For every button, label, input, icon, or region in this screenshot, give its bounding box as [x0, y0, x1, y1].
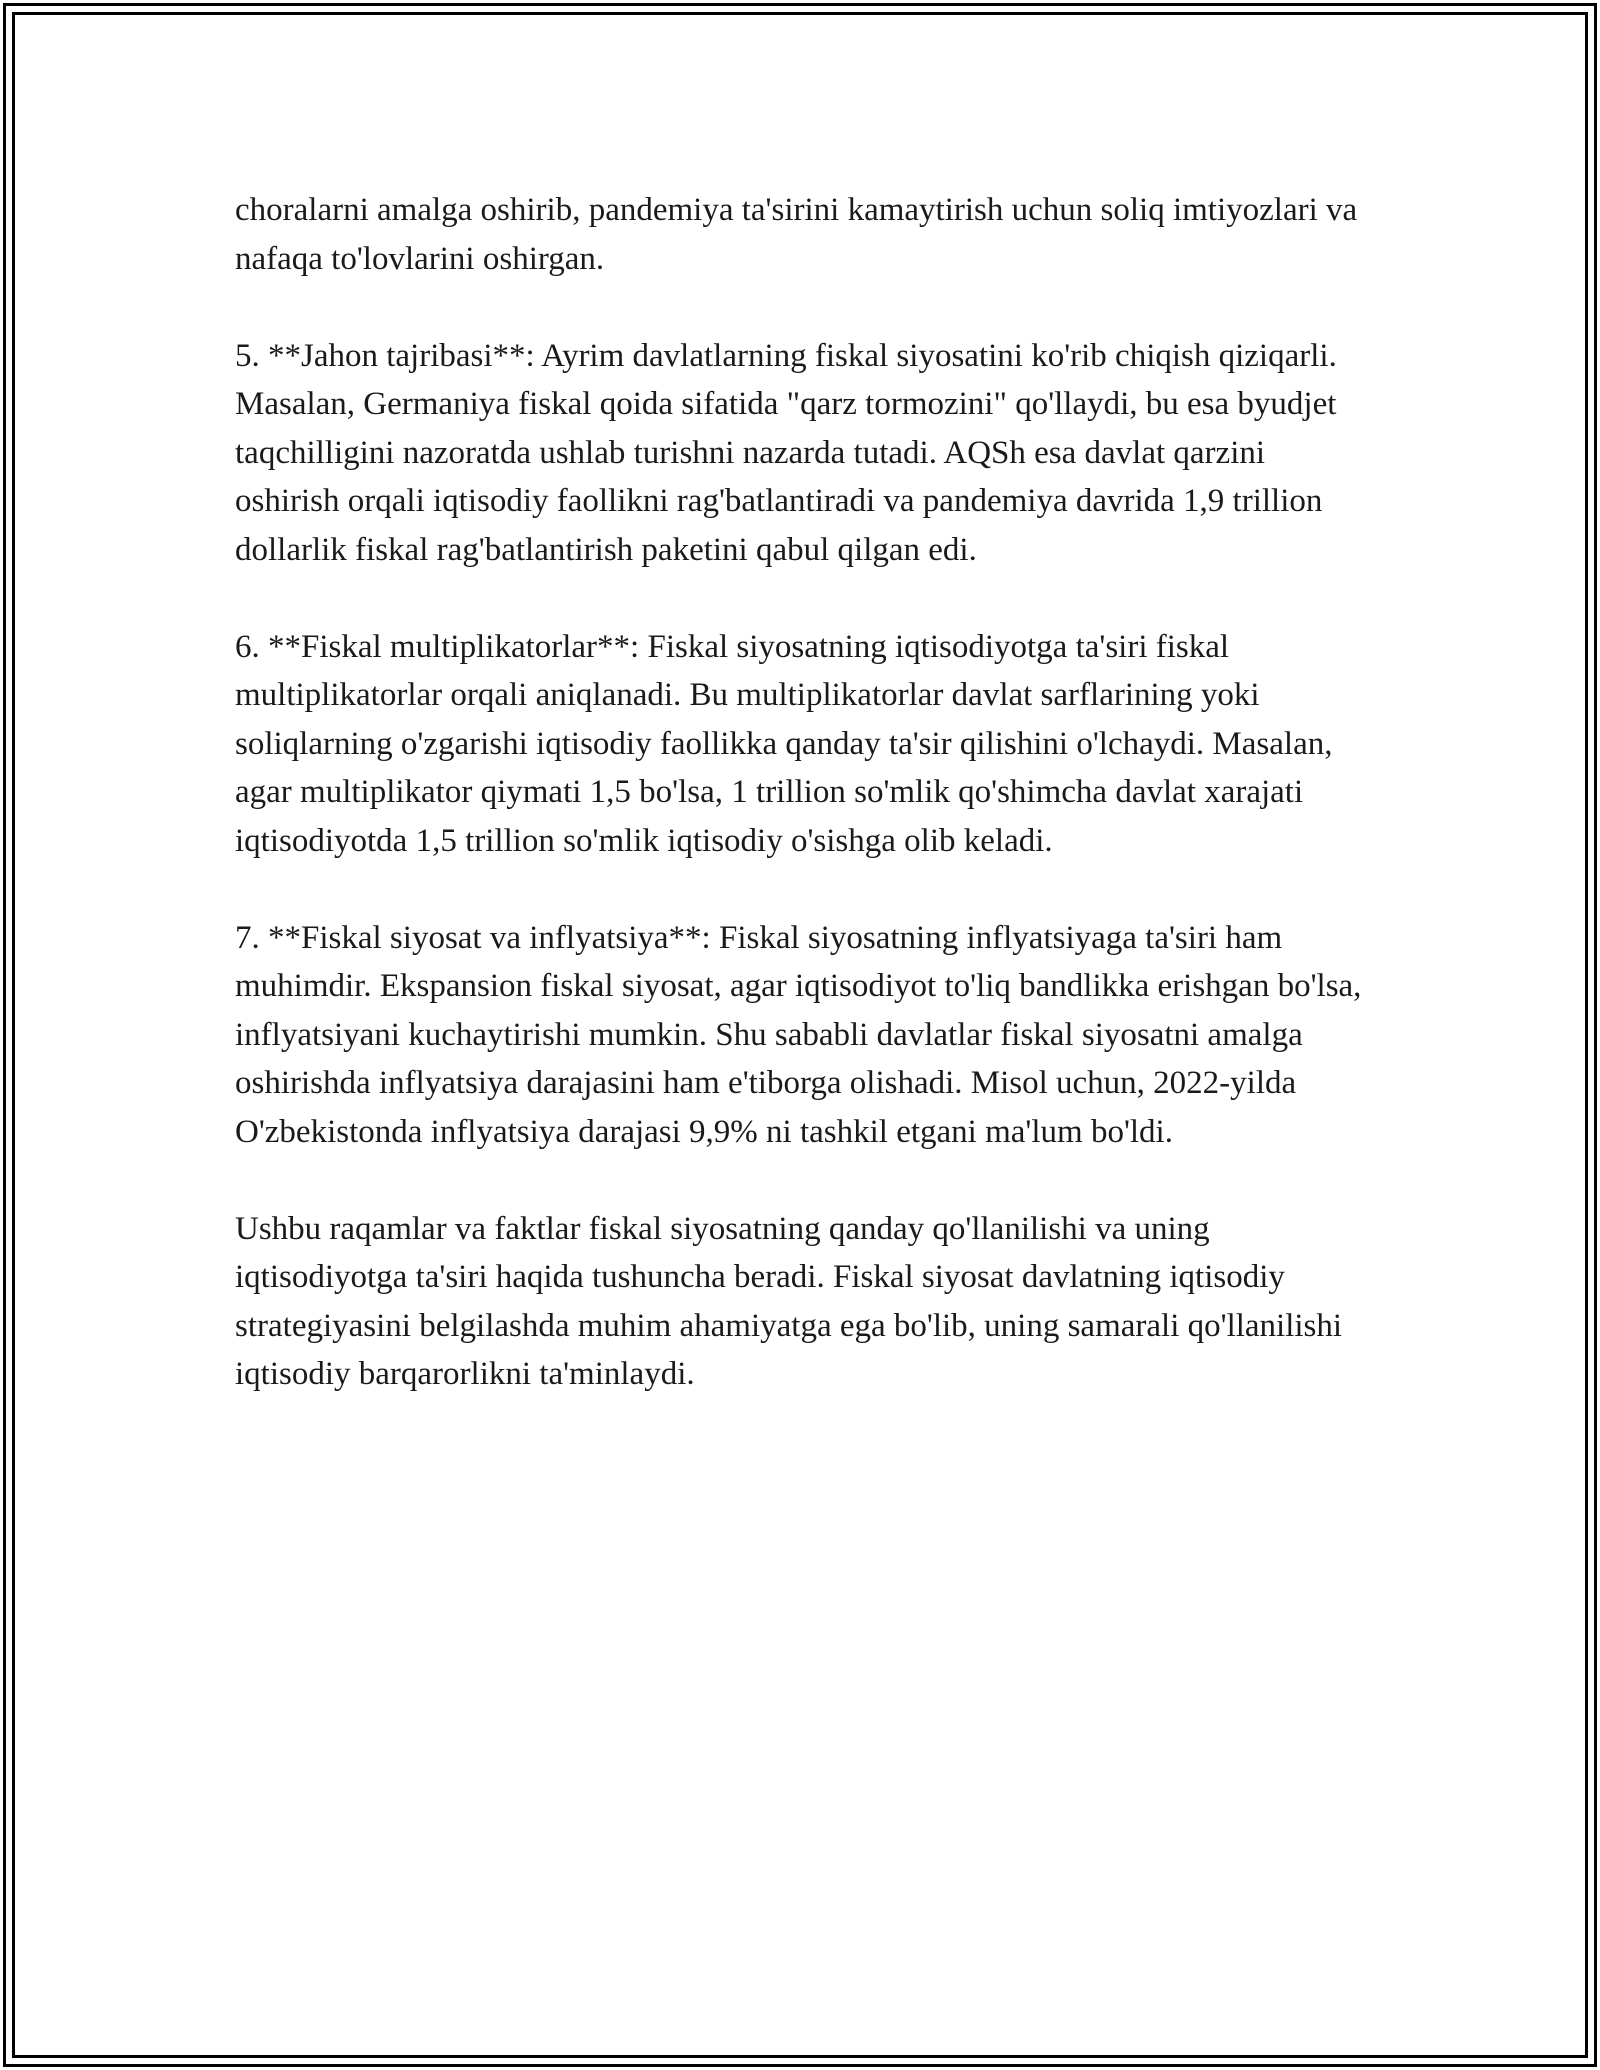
- paragraph-conclusion: Ushbu raqamlar va faktlar fiskal siyosatning qanday qo'llanilishi va uning iqtisodiyotga ta'siri haqida tushuncha beradi. Fiskal siyosat davlatning iqtisodiy strategiyasini belgilashda muhim ahamiyatga ega bo'lib, uning samarali qo'llanilishi iqtisodiy barqarorlikni ta'minlaydi.: [235, 1210, 1343, 1392]
- paragraph-jahon-tajribasi: 5. **Jahon tajribasi**: Ayrim davlatlarning fiskal siyosatini ko'rib chiqish qiziqarli. Masalan, Germaniya fiskal qoida sifatida "qarz tormozini" qo'llaydi, bu esa byudjet taqchilligini nazoratda ushlab turishni nazarda tutadi. AQSh esa davlat qarzini oshirish orqali iqtisodiy faollikni rag'batlantiradi va pandemiya davrida 1,9 trillion dollarlik fiskal rag'batlantirish paketini qabul qilgan edi.: [235, 337, 1337, 568]
- paragraph-continuation: choralarni amalga oshirib, pandemiya ta'sirini kamaytirish uchun soliq imtiyozlari va nafaqa to'lovlarini oshirgan.: [235, 192, 1358, 277]
- paragraph-fiskal-siyosat-inflyatsiya: 7. **Fiskal siyosat va inflyatsiya**: Fiskal siyosatning inflyatsiyaga ta'siri ham muhimdir. Ekspansion fiskal siyosat, agar iqtisodiyot to'liq bandlikka erishgan bo'lsa, inflyatsiyani kuchaytirishi mumkin. Shu sababli davlatlar fiskal siyosatni amalga oshirishda inflyatsiya darajasini ham e'tiborga olishadi. Misol uchun, 2022-yilda O'zbekistonda inflyatsiya darajasi 9,9% ni tashkil etgani ma'lum bo'ldi.: [235, 919, 1362, 1150]
- paragraph-fiskal-multiplikatorlar: 6. **Fiskal multiplikatorlar**: Fiskal siyosatning iqtisodiyotga ta'siri fiskal multiplikatorlar orqali aniqlanadi. Bu multiplikatorlar davlat sarflarining yoki soliqlarning o'zgarishi iqtisodiy faollikka qanday ta'sir qilishini o'lchaydi. Masalan, agar multiplikator qiymati 1,5 bo'lsa, 1 trillion so'mlik qo'shimcha davlat xarajati iqtisodiyotda 1,5 trillion so'mlik iqtisodiy o'sishga olib keladi.: [235, 628, 1333, 859]
- document-body: [235, 186, 1375, 1399]
